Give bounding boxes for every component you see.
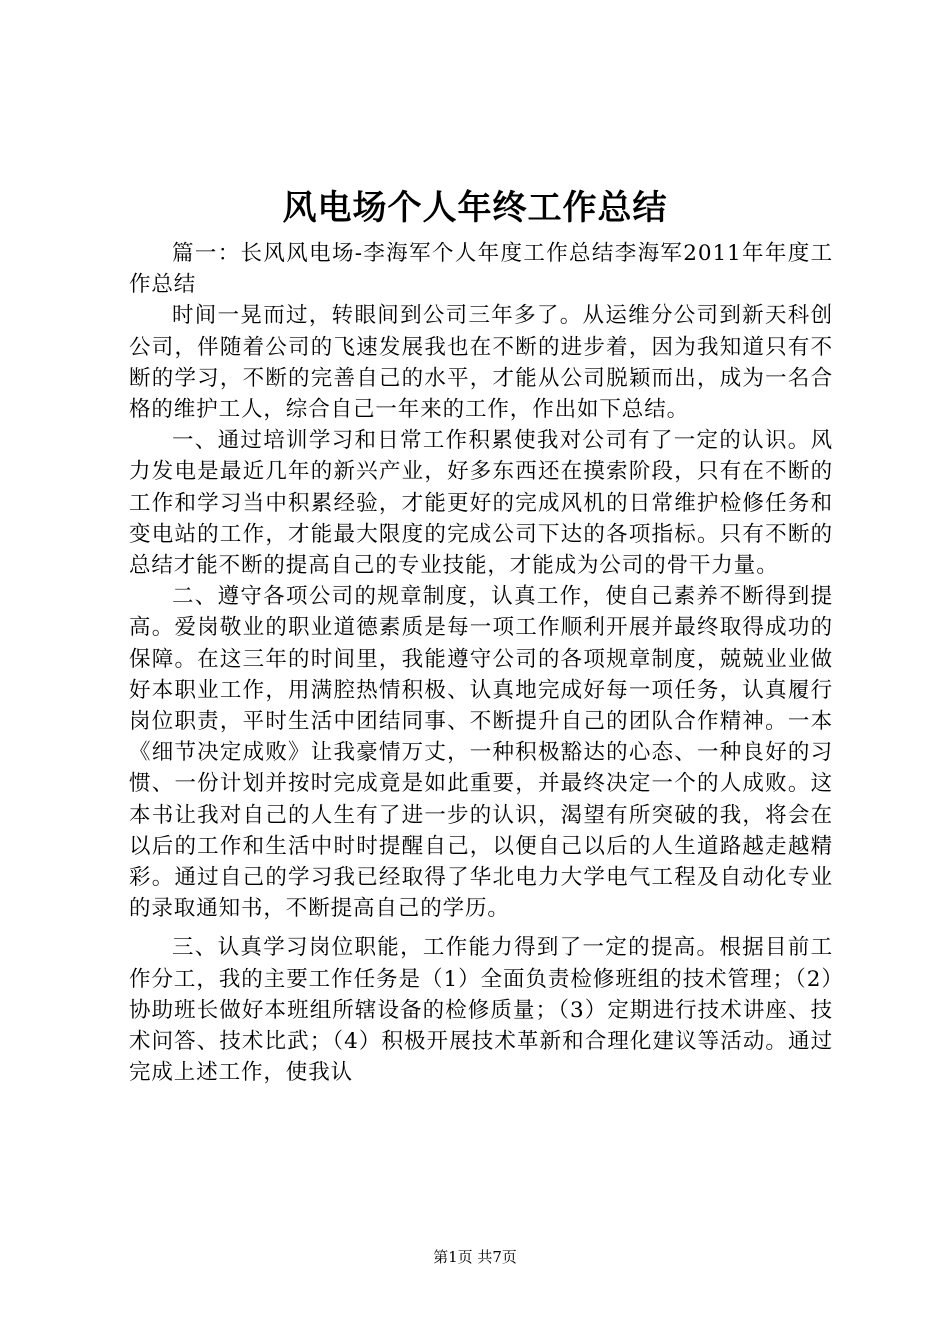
paragraph-section-three: 三、认真学习岗位职能，工作能力得到了一定的提高。根据目前工作分工，我的主要工作任务是（1）全面负责检修班组的技术管理；（2）协助班长做好本班组所辖设备的检修质量；（3）定期进行技术讲座、技术问答、技术比武；（4）积极开展技术革新和合理化建议等活动。通过完成上述工作，使我认 <box>129 935 833 1086</box>
paragraph-section-one: 一、通过培训学习和日常工作积累使我对公司有了一定的认识。风力发电是最近几年的新兴产业，好多东西还在摸索阶段，只有在不断的工作和学习当中积累经验，才能更好的完成风机的日常维护检修任务和变电站的工作，才能最大限度的完成公司下达的各项指标。只有不断的总结才能不断的提高自己的专业技能，才能成为公司的骨干力量。 <box>129 428 833 579</box>
paragraph-heading: 篇一：长风风电场-李海军个人年度工作总结李海军2011年年度工作总结 <box>129 241 833 298</box>
document-body <box>129 238 833 1088</box>
document-title: 风电场个人年终工作总结 <box>282 188 668 228</box>
page-number-footer: 第1页 共7页 <box>433 1248 517 1266</box>
paragraph-intro: 时间一晃而过，转眼间到公司三年多了。从运维分公司到新天科创公司，伴随着公司的飞速发展我也在不断的进步着，因为我知道只有不断的学习，不断的完善自己的水平，才能从公司脱颖而出，成为一名合格的维护工人，综合自己一年来的工作，作出如下总结。 <box>129 303 833 423</box>
paragraph-section-two: 二、遵守各项公司的规章制度，认真工作，使自己素养不断得到提高。爱岗敬业的职业道德素质是每一项工作顺利开展并最终取得成功的保障。在这三年的时间里，我能遵守公司的各项规章制度，兢兢业业做好本职业工作，用满腔热情积极、认真地完成好每一项任务，认真履行岗位职责，平时生活中团结同事、不断提升自己的团队合作精神。一本《细节决定成败》让我豪情万丈，一种积极豁达的心态、一种良好的习惯、一份计划并按时完成竟是如此重要，并最终决定一个的人成败。这本书让我对自己的人生有了进一步的认识，渴望有所突破的我，将会在以后的工作和生活中时时提醒自己，以便自己以后的人生道路越走越精彩。通过自己的学习我已经取得了华北电力大学电气工程及自动化专业的录取通知书，不断提高自己的学历。 <box>129 584 833 922</box>
